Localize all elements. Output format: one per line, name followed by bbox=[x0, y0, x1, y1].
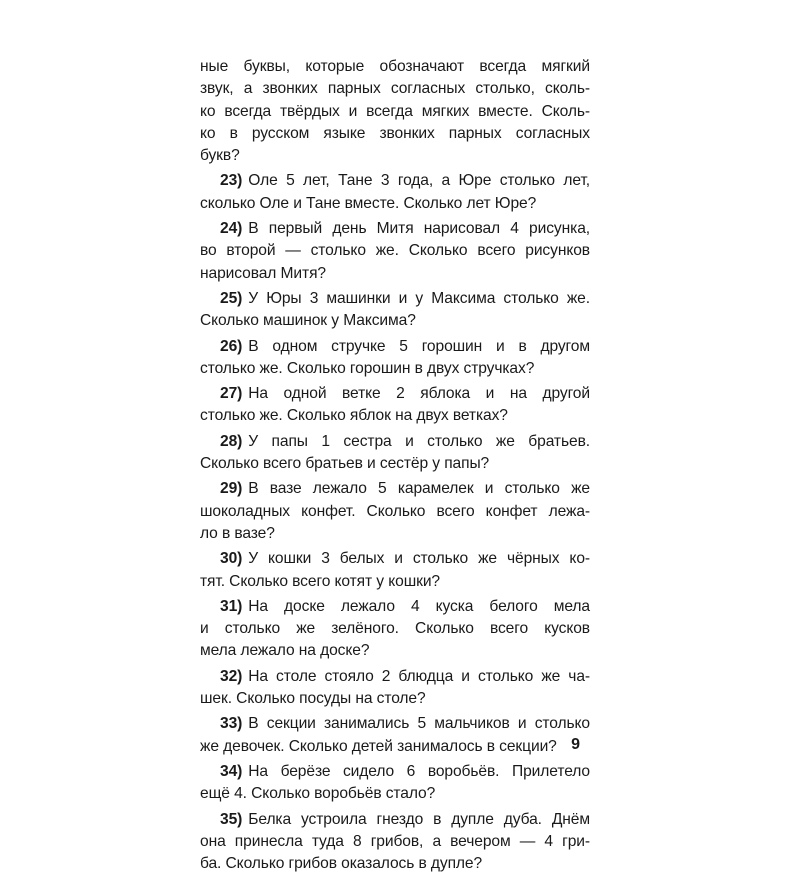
text-line: ло в вазе? bbox=[200, 524, 275, 542]
problem-item bbox=[200, 548, 590, 593]
text-block bbox=[200, 56, 590, 878]
problem-text: Белка устроила гнездо в дупле дуба. Днём bbox=[248, 810, 590, 828]
problem-item bbox=[200, 596, 590, 663]
problem-text: В вазе лежало 5 карамелек и столько же bbox=[248, 480, 590, 498]
problem-item bbox=[200, 809, 590, 876]
text-line: во второй — столько же. Сколько всего рисунков bbox=[200, 242, 590, 260]
text-line: Сколько всего братьев и сестёр у папы? bbox=[200, 455, 490, 473]
text-line bbox=[200, 713, 590, 735]
text-line: и столько же зелёного. Сколько всего кусков bbox=[200, 620, 590, 638]
problem-text: На столе стояло 2 блюдца и столько же ча- bbox=[248, 667, 590, 685]
problem-item bbox=[200, 336, 590, 381]
problem-text: На доске лежало 4 куска белого мела bbox=[248, 597, 590, 615]
text-line: ещё 4. Сколько воробьёв стало? bbox=[200, 785, 436, 803]
book-page bbox=[200, 0, 600, 873]
problem-number: 34) bbox=[220, 762, 243, 780]
problem-number: 26) bbox=[220, 337, 243, 355]
text-line bbox=[200, 548, 590, 570]
text-line bbox=[200, 288, 590, 310]
text-line bbox=[200, 596, 590, 618]
text-line: же девочек. Сколько детей занималось в секции? bbox=[200, 737, 557, 755]
problem-item bbox=[200, 713, 590, 758]
problem-text: Оле 5 лет, Тане 3 года, а Юре столько лет, bbox=[248, 172, 590, 190]
problem-number: 28) bbox=[220, 432, 243, 450]
problem-number: 33) bbox=[220, 715, 243, 733]
problem-text: У кошки 3 белых и столько же чёрных ко- bbox=[248, 550, 590, 568]
text-line: сколько Оле и Тане вместе. Сколько лет Юре? bbox=[200, 194, 537, 212]
problem-text: В одном стручке 5 горошин и в другом bbox=[248, 337, 590, 355]
problem-text: В секции занимались 5 мальчиков и столько bbox=[248, 715, 590, 733]
problem-item bbox=[200, 288, 590, 333]
text-line bbox=[200, 336, 590, 358]
problem-item bbox=[200, 383, 590, 428]
text-line bbox=[200, 809, 590, 831]
text-line: ко в русском языке звонких парных согласных bbox=[200, 124, 590, 142]
problem-text: В первый день Митя нарисовал 4 рисунка, bbox=[248, 220, 590, 238]
problem-item bbox=[200, 218, 590, 285]
problem-item bbox=[200, 170, 590, 215]
text-line bbox=[200, 218, 590, 240]
problem-number: 29) bbox=[220, 480, 243, 498]
problem-text: У Юры 3 машинки и у Максима столько же. bbox=[248, 289, 590, 307]
problem-number: 24) bbox=[220, 220, 243, 238]
text-line: ба. Сколько грибов оказалось в дупле? bbox=[200, 855, 483, 873]
problem-number: 25) bbox=[220, 289, 243, 307]
text-line: ко всегда твёрдых и всегда мягких вместе. Сколь- bbox=[200, 102, 590, 120]
text-line: столько же. Сколько яблок на двух ветках? bbox=[200, 407, 508, 425]
text-line: она принесла туда 8 грибов, а вечером — 4 гри- bbox=[200, 832, 590, 850]
text-line bbox=[200, 478, 590, 500]
problem-number: 27) bbox=[220, 385, 243, 403]
problem-number: 30) bbox=[220, 550, 243, 568]
text-line bbox=[200, 431, 590, 453]
text-line: звук, а звонких парных согласных столько, сколь- bbox=[200, 80, 590, 98]
problem-number: 23) bbox=[220, 172, 243, 190]
text-line bbox=[200, 170, 590, 192]
text-line: шек. Сколько посуды на столе? bbox=[200, 690, 426, 708]
problem-number: 32) bbox=[220, 667, 243, 685]
text-line bbox=[200, 761, 590, 783]
text-line bbox=[200, 666, 590, 688]
problem-item bbox=[200, 666, 590, 711]
problem-text: На одной ветке 2 яблока и на другой bbox=[248, 385, 590, 403]
text-line: столько же. Сколько горошин в двух стручках? bbox=[200, 359, 535, 377]
text-line: мела лежало на доске? bbox=[200, 642, 370, 660]
text-line: Сколько машинок у Максима? bbox=[200, 312, 416, 330]
problem-number: 31) bbox=[220, 597, 243, 615]
text-line bbox=[200, 383, 590, 405]
text-line: нарисовал Митя? bbox=[200, 264, 326, 282]
problem-number: 35) bbox=[220, 810, 243, 828]
problem-item bbox=[200, 431, 590, 476]
text-line: букв? bbox=[200, 147, 240, 165]
problem-item bbox=[200, 761, 590, 806]
problem-item bbox=[200, 478, 590, 545]
page-number: 9 bbox=[571, 736, 580, 753]
problem-text: У папы 1 сестра и столько же братьев. bbox=[248, 432, 590, 450]
text-line: тят. Сколько всего котят у кошки? bbox=[200, 572, 441, 590]
text-line: ные буквы, которые обозначают всегда мягкий bbox=[200, 58, 590, 75]
intro-paragraph bbox=[200, 56, 590, 167]
problem-text: На берёзе сидело 6 воробьёв. Прилетело bbox=[248, 762, 590, 780]
text-line: шоколадных конфет. Сколько всего конфет лежа- bbox=[200, 502, 590, 520]
problem-list bbox=[200, 170, 590, 875]
